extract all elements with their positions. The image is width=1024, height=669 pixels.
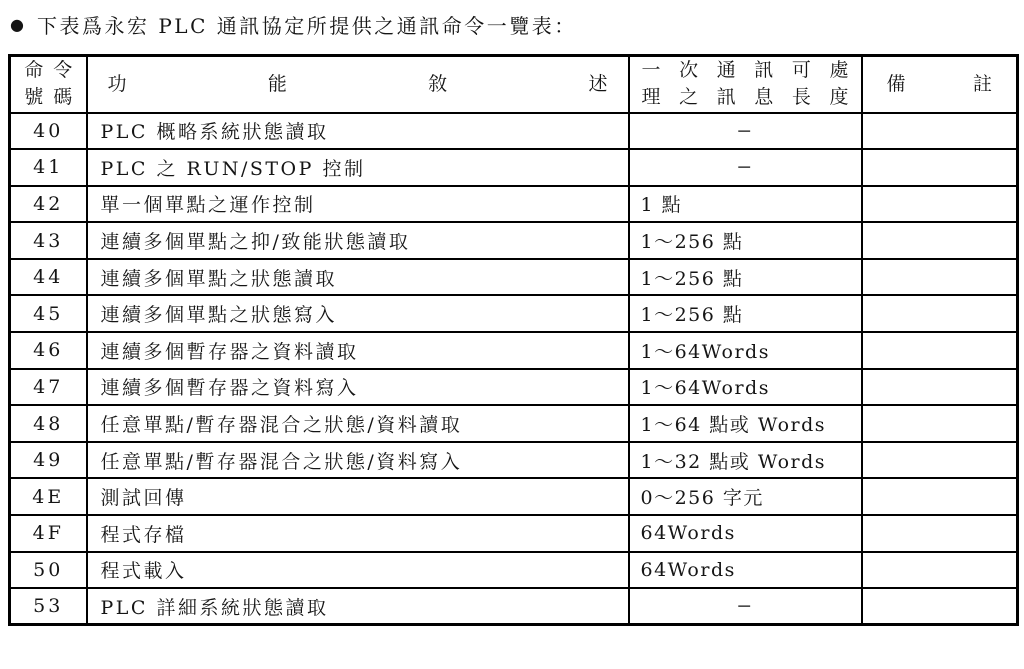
length-value: − [736, 156, 754, 179]
length-cell [629, 295, 862, 332]
function-desc-cell [87, 332, 629, 369]
table-row [10, 186, 1018, 223]
note-cell [862, 295, 1018, 332]
length-value: 1～32 點或 Words [640, 450, 827, 473]
function-desc-cell [87, 588, 629, 625]
length-cell [629, 405, 862, 442]
table-row [10, 369, 1018, 406]
length-value: 64Words [640, 522, 736, 545]
length-cell [629, 478, 862, 515]
note-cell [862, 405, 1018, 442]
page-title [0, 0, 1024, 39]
function-desc-value: 任意單點/暫存器混合之狀態/資料讀取 [100, 414, 463, 437]
function-desc-cell [87, 259, 629, 296]
table-row [10, 588, 1018, 625]
table-row [10, 405, 1018, 442]
function-desc-value: 連續多個單點之狀態寫入 [100, 304, 338, 327]
table-row [10, 149, 1018, 186]
function-desc-cell [87, 149, 629, 186]
page-title-text: 下表爲永宏 PLC 通訊協定所提供之通訊命令一覽表： [36, 14, 577, 38]
note-cell [862, 259, 1018, 296]
function-desc-cell [87, 186, 629, 223]
note-cell [862, 113, 1018, 150]
function-desc-cell [87, 405, 629, 442]
table-row [10, 442, 1018, 479]
command-code-value: 46 [33, 339, 64, 362]
length-cell [629, 515, 862, 552]
note-cell [862, 186, 1018, 223]
table-row [10, 295, 1018, 332]
note-cell [862, 332, 1018, 369]
header-function-desc [87, 56, 629, 113]
function-desc-value: PLC 詳細系統狀態讀取 [100, 596, 329, 619]
header-message-length-line2: 理 之 訊 息 長 度 [641, 86, 849, 109]
command-table-body [10, 113, 1018, 625]
note-cell [862, 515, 1018, 552]
length-cell [629, 186, 862, 223]
command-code-value: 53 [33, 595, 64, 618]
command-code-value: 45 [33, 302, 64, 325]
command-code-cell [10, 442, 87, 479]
command-code-value: 40 [33, 119, 64, 142]
function-desc-cell [87, 295, 629, 332]
function-desc-value: 程式存檔 [100, 523, 187, 546]
command-code-cell [10, 515, 87, 552]
length-cell [629, 552, 862, 589]
command-code-cell [10, 186, 87, 223]
command-code-value: 42 [33, 192, 64, 215]
command-code-value: 50 [33, 558, 64, 581]
length-value: 1～64 點或 Words [640, 414, 827, 437]
header-note-text: 備 註 [886, 72, 992, 95]
function-desc-value: 任意單點/暫存器混合之狀態/資料寫入 [100, 450, 463, 473]
length-value: 1～256 點 [640, 304, 744, 327]
length-value: 1～64Words [640, 340, 770, 363]
function-desc-value: PLC 之 RUN/STOP 控制 [100, 157, 366, 180]
note-cell [862, 552, 1018, 589]
note-cell [862, 222, 1018, 259]
function-desc-cell [87, 369, 629, 406]
note-cell [862, 478, 1018, 515]
table-row [10, 478, 1018, 515]
table-row [10, 552, 1018, 589]
command-code-value: 4F [32, 522, 64, 545]
function-desc-cell [87, 552, 629, 589]
length-cell [629, 259, 862, 296]
header-command-code [10, 56, 87, 113]
command-code-value: 48 [33, 412, 64, 435]
command-code-cell [10, 552, 87, 589]
function-desc-value: 單一個單點之運作控制 [100, 194, 316, 217]
header-command-code-line1: 命令 [24, 59, 83, 82]
command-code-value: 44 [33, 266, 64, 289]
command-code-cell [10, 149, 87, 186]
length-cell [629, 588, 862, 625]
command-code-cell [10, 259, 87, 296]
function-desc-value: 程式載入 [100, 560, 187, 583]
function-desc-value: 連續多個暫存器之資料寫入 [100, 377, 359, 400]
header-message-length [629, 56, 862, 113]
function-desc-cell [87, 222, 629, 259]
length-value: 64Words [640, 558, 736, 581]
length-cell [629, 442, 862, 479]
length-value: − [736, 119, 754, 142]
command-code-cell [10, 588, 87, 625]
command-code-cell [10, 295, 87, 332]
command-code-value: 43 [33, 229, 64, 252]
command-code-cell [10, 332, 87, 369]
length-cell [629, 113, 862, 150]
note-cell [862, 588, 1018, 625]
function-desc-value: 連續多個單點之狀態讀取 [100, 267, 338, 290]
function-desc-value: PLC 概略系統狀態讀取 [100, 121, 329, 144]
length-value: − [736, 595, 754, 618]
length-value: 1～256 點 [640, 267, 744, 290]
command-table [8, 54, 1019, 626]
table-row [10, 515, 1018, 552]
function-desc-value: 連續多個暫存器之資料讀取 [100, 340, 359, 363]
command-code-cell [10, 222, 87, 259]
length-cell [629, 369, 862, 406]
bullet-icon: ● [10, 14, 24, 34]
table-row [10, 113, 1018, 150]
function-desc-value: 測試回傳 [100, 487, 187, 510]
length-cell [629, 222, 862, 259]
length-value: 1 點 [640, 194, 683, 217]
command-code-value: 4E [32, 485, 65, 508]
function-desc-cell [87, 442, 629, 479]
length-value: 1～64Words [640, 377, 770, 400]
command-code-value: 49 [33, 449, 64, 472]
note-cell [862, 369, 1018, 406]
note-cell [862, 442, 1018, 479]
length-value: 0～256 字元 [640, 487, 764, 510]
note-cell [862, 149, 1018, 186]
header-function-desc-text: 功 能 敘 述 [107, 72, 608, 95]
length-cell [629, 332, 862, 369]
function-desc-value: 連續多個單點之抑/致能狀態讀取 [100, 231, 411, 254]
table-header-row [10, 56, 1018, 113]
header-command-code-line2: 號碼 [24, 86, 83, 109]
command-code-value: 41 [33, 156, 64, 179]
header-note [862, 56, 1018, 113]
length-value: 1～256 點 [640, 231, 744, 254]
table-row [10, 332, 1018, 369]
command-code-cell [10, 113, 87, 150]
command-code-cell [10, 478, 87, 515]
function-desc-cell [87, 478, 629, 515]
command-code-cell [10, 405, 87, 442]
command-code-cell [10, 369, 87, 406]
length-cell [629, 149, 862, 186]
function-desc-cell [87, 113, 629, 150]
command-code-value: 47 [33, 375, 64, 398]
table-row [10, 259, 1018, 296]
header-message-length-line1: 一 次 通 訊 可 處 [641, 59, 849, 82]
function-desc-cell [87, 515, 629, 552]
table-row [10, 222, 1018, 259]
